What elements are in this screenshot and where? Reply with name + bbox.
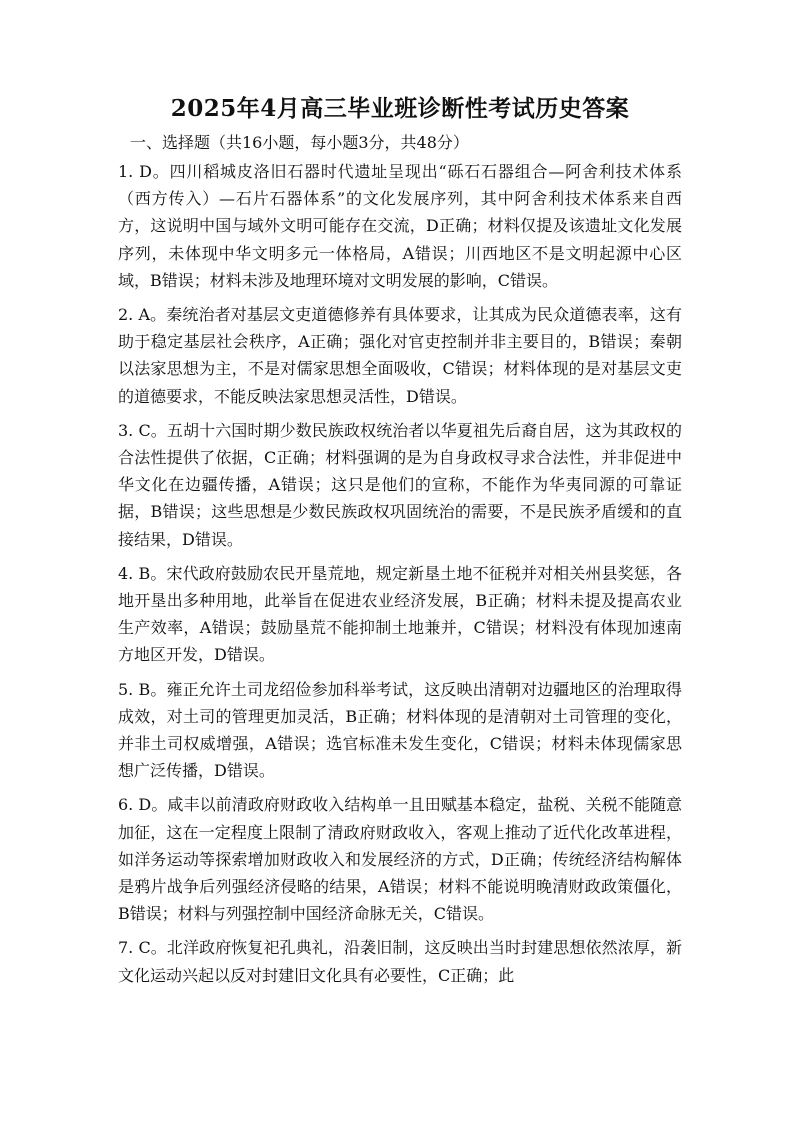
answer-item: 6. D。咸丰以前清政府财政收入结构单一且田赋基本稳定，盐税、关税不能随意加征，这在一定程度上限制了清政府财政收入，客观上推动了近代化改革进程，如洋务运动等探索增加财政收入和发展经济的方式，D正确；传统经济结构解体是鸦片战争后列强经济侵略的结果，A错误；材料不能说明晚清财政政策僵化，B错误；材料与列强控制中国经济命脉无关，C错误。 [118, 795, 682, 924]
answer-item: 2. A。秦统治者对基层文吏道德修养有具体要求，让其成为民众道德表率，这有助于稳定基层社会秩序，A正确；强化对官吏控制并非主要目的，B错误；秦朝以法家思想为主，不是对儒家思想全面吸收，C错误；材料体现的是对基层文吏的道德要求，不能反映法家思想灵活性，D错误。 [118, 305, 682, 406]
answer-item: 4. B。宋代政府鼓励农民开垦荒地，规定新垦土地不征税并对相关州县奖惩，各地开垦出多种用地，此举旨在促进农业经济发展，B正确；材料未提及提高农业生产效率，A错误；鼓励垦荒不能抑制土地兼并，C错误；材料没有体现加速南方地区开发，D错误。 [118, 563, 682, 665]
answer-item: 3. C。五胡十六国时期少数民族政权统治者以华夏祖先后裔自居，这为其政权的合法性提供了依据，C正确；材料强调的是为自身政权寻求合法性，并非促进中华文化在边疆传播，A错误；这只是他们的宣称，不能作为华夷同源的可靠证据，B错误；这些思想是少数民族政权巩固统治的需要，不是民族矛盾缓和的直接结果，D错误。 [118, 420, 682, 549]
answer-item: 5. B。雍正允许土司龙绍俭参加科举考试，这反映出清朝对边疆地区的治理取得成效，对土司的管理更加灵活，B正确；材料体现的是清朝对土司管理的变化，并非土司权威增强，A错误；选官标准未发生变化，C错误；材料未体现儒家思想广泛传播，D错误。 [118, 679, 682, 781]
answer-list [118, 158, 682, 989]
answer-item: 1. D。四川稻城皮洛旧石器时代遗址呈现出“砾石石器组合—阿舍利技术体系（西方传入）—石片石器体系”的文化发展序列，其中阿舍利技术体系来自西方，这说明中国与域外文明可能存在交流，D正确；材料仅提及该遗址文化发展序列，未体现中华文明多元一体格局，A错误；川西地区不是文明起源中心区域，B错误；材料未涉及地理环境对文明发展的影响，C错误。 [118, 162, 682, 290]
section-heading: 一、选择题（共16小题，每小题3分，共48分） [130, 133, 469, 152]
document-title: 2025年4月高三毕业班诊断性考试历史答案 [170, 95, 630, 122]
answer-item: 7. C。北洋政府恢复祀孔典礼，沿袭旧制，这反映出当时封建思想依然浓厚，新文化运动兴起以反对封建旧文化具有必要性，C正确；此 [118, 938, 682, 985]
